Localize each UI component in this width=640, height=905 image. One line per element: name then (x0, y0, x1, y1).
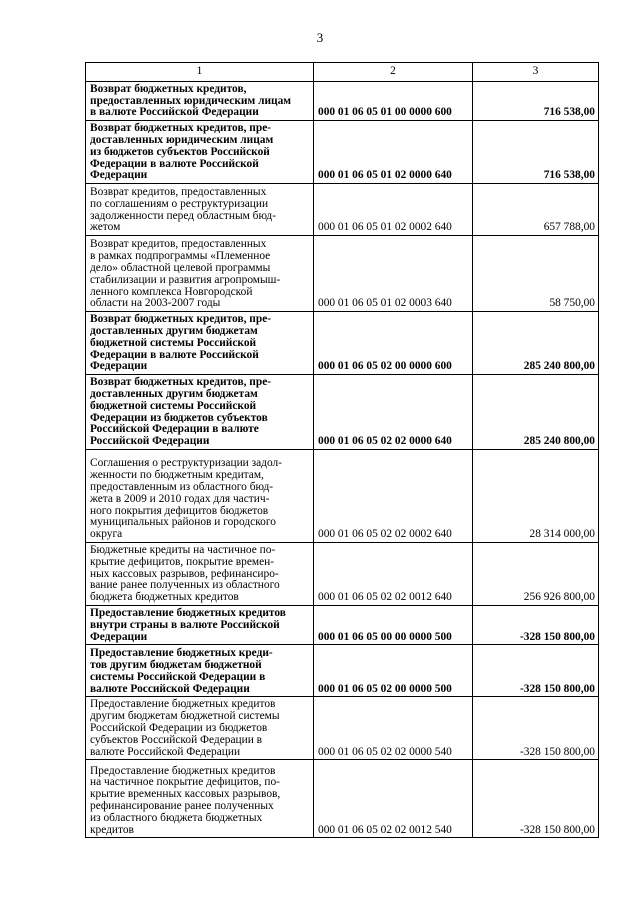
row-amount-cell: -328 150 800,00 (473, 760, 599, 838)
row-amount-cell: 716 538,00 (473, 81, 599, 120)
row-code-cell: 000 01 06 05 02 02 0012 540 (314, 760, 473, 838)
row-name-cell (86, 645, 314, 697)
row-code-cell: 000 01 06 05 02 00 0000 500 (314, 645, 473, 697)
row-name-cell (86, 697, 314, 760)
row-code-cell: 000 01 06 05 02 02 0000 540 (314, 697, 473, 760)
row-name-line: по соглашениям о реструктуризации (90, 197, 269, 210)
row-amount-cell: -328 150 800,00 (473, 645, 599, 697)
row-name-line: Федерации в валюте Российской (90, 348, 259, 361)
row-name-line: женности по бюджетным кредитам, (90, 469, 264, 482)
row-name-cell (86, 236, 314, 312)
row-amount-cell: 657 788,00 (473, 184, 599, 236)
table-row (86, 645, 599, 697)
page-number: 3 (316, 30, 324, 45)
row-name-line: валюте Российской Федерации (90, 682, 250, 695)
row-name-line: на частичное покрытие дефицитов, по- (90, 776, 280, 789)
row-name-line: бюджетной системы Российской (90, 399, 257, 412)
table-row (86, 81, 599, 120)
row-name-line: кредитов (90, 823, 134, 836)
row-name-line: валюте Российской Федерации (90, 745, 241, 758)
row-name-line: другим бюджетам бюджетной системы (90, 710, 280, 723)
table-row (86, 605, 599, 644)
row-name-cell (86, 542, 314, 605)
row-name-line: предоставленных юридическим лицам (90, 94, 292, 107)
row-name-line: Российской Федерации из бюджетов (90, 721, 268, 734)
column-header-2: 2 (314, 63, 473, 82)
row-code-cell: 000 01 06 05 02 02 0012 640 (314, 542, 473, 605)
row-name-line: системы Российской Федерации в (90, 670, 266, 683)
table-row (86, 184, 599, 236)
row-name-line: Возврат бюджетных кредитов, пре- (90, 313, 272, 326)
row-name-line: крытие временных кассовых разрывов, (90, 788, 281, 801)
row-name-line: муниципальных районов и городского (90, 516, 276, 529)
row-name-line: стабилизации и развития агропромыш- (90, 273, 281, 286)
row-code-cell: 000 01 06 05 01 02 0000 640 (314, 121, 473, 184)
row-code-cell: 000 01 06 05 01 02 0003 640 (314, 236, 473, 312)
row-name-line: Возврат кредитов, предоставленных (90, 238, 267, 251)
row-name-cell (86, 121, 314, 184)
row-name-line: Предоставление бюджетных креди- (90, 647, 273, 660)
row-name-line: жетом (90, 221, 121, 234)
row-name-line: Российской Федерации в валюте (90, 423, 259, 436)
row-amount-cell: 285 240 800,00 (473, 375, 599, 450)
row-code-cell: 000 01 06 05 02 02 0002 640 (314, 449, 473, 542)
row-name-line: Бюджетные кредиты на частичное по- (90, 543, 276, 556)
table-row (86, 697, 599, 760)
row-name-cell (86, 760, 314, 838)
row-name-line: Предоставление бюджетных кредитов (90, 698, 276, 711)
table-header-row (86, 63, 599, 82)
row-name-line: Федерации из бюджетов субъектов (90, 411, 268, 424)
row-amount-cell: 285 240 800,00 (473, 312, 599, 375)
row-name-cell (86, 375, 314, 450)
row-name-line: бюджетной системы Российской (90, 336, 257, 349)
row-amount-cell: -328 150 800,00 (473, 605, 599, 644)
row-name-line: рефинансирование ранее полученных (90, 799, 274, 812)
row-name-line: Возврат бюджетных кредитов, пре- (90, 122, 272, 135)
row-name-line: бюджета бюджетных кредитов (90, 591, 239, 604)
row-name-line: Федерации в валюте Российской (90, 157, 259, 170)
row-name-line: внутри страны в валюте Российской (90, 618, 280, 631)
row-name-line: из областного бюджета бюджетных (90, 811, 263, 824)
row-code-cell: 000 01 06 05 01 00 0000 600 (314, 81, 473, 120)
row-name-line: Возврат бюджетных кредитов, пре- (90, 376, 272, 389)
row-name-line: дело» областной целевой программы (90, 261, 271, 274)
row-name-cell (86, 81, 314, 120)
row-name-line: доставленных другим бюджетам (90, 387, 258, 400)
row-name-cell (86, 605, 314, 644)
column-header-3: 3 (473, 63, 599, 82)
table-row (86, 375, 599, 450)
row-name-line: округа (90, 528, 123, 541)
row-name-line: Федерации (90, 169, 148, 182)
row-name-line: Федерации (90, 360, 148, 373)
table-row (86, 236, 599, 312)
row-name-line: жета в 2009 и 2010 годах для частич- (90, 492, 270, 505)
budget-sources-table (85, 62, 599, 838)
row-name-line: ного покрытия дефицитов бюджетов (90, 504, 269, 517)
row-name-line: задолженности перед областным бюд- (90, 209, 276, 222)
row-amount-cell: 28 314 000,00 (473, 449, 599, 542)
row-name-line: в рамках подпрограммы «Племенное (90, 250, 271, 263)
row-name-line: Предоставление бюджетных кредитов (90, 764, 276, 777)
table-row (86, 121, 599, 184)
column-header-1: 1 (86, 63, 314, 82)
row-amount-cell: 58 750,00 (473, 236, 599, 312)
row-name-line: области на 2003-2007 годы (90, 297, 221, 310)
row-name-line: тов другим бюджетам бюджетной (90, 658, 262, 671)
row-amount-cell: -328 150 800,00 (473, 697, 599, 760)
row-name-line: крытие дефицитов, покрытие времен- (90, 555, 275, 568)
row-name-line: Российской Федерации (90, 435, 210, 448)
row-name-line: в валюте Российской Федерации (90, 106, 259, 119)
row-name-cell (86, 449, 314, 542)
row-name-line: Возврат кредитов, предоставленных (90, 185, 267, 198)
row-code-cell: 000 01 06 05 00 00 0000 500 (314, 605, 473, 644)
row-name-cell (86, 312, 314, 375)
table-row (86, 312, 599, 375)
row-name-line: ных кассовых разрывов, рефинансиро- (90, 567, 279, 580)
row-code-cell: 000 01 06 05 02 00 0000 600 (314, 312, 473, 375)
row-name-line: Возврат бюджетных кредитов, (90, 82, 247, 95)
row-name-line: вание ранее полученных из областного (90, 579, 280, 592)
row-name-line: предоставленным из областного бюд- (90, 480, 274, 493)
table-body (86, 81, 599, 838)
table-row (86, 542, 599, 605)
row-name-line: субъектов Российской Федерации в (90, 733, 263, 746)
table-row (86, 760, 599, 838)
table-row (86, 449, 599, 542)
row-name-line: из бюджетов субъектов Российской (90, 145, 270, 158)
row-name-line: Федерации (90, 630, 148, 643)
row-code-cell: 000 01 06 05 02 02 0000 640 (314, 375, 473, 450)
row-name-line: Соглашения о реструктуризации задол- (90, 457, 282, 470)
row-name-line: Предоставление бюджетных кредитов (90, 606, 286, 619)
row-name-line: ленного комплекса Новгородской (90, 285, 253, 298)
row-amount-cell: 716 538,00 (473, 121, 599, 184)
row-amount-cell: 256 926 800,00 (473, 542, 599, 605)
row-name-line: доставленных другим бюджетам (90, 324, 258, 337)
row-code-cell: 000 01 06 05 01 02 0002 640 (314, 184, 473, 236)
row-name-line: доставленных юридическим лицам (90, 133, 274, 146)
row-name-cell (86, 184, 314, 236)
